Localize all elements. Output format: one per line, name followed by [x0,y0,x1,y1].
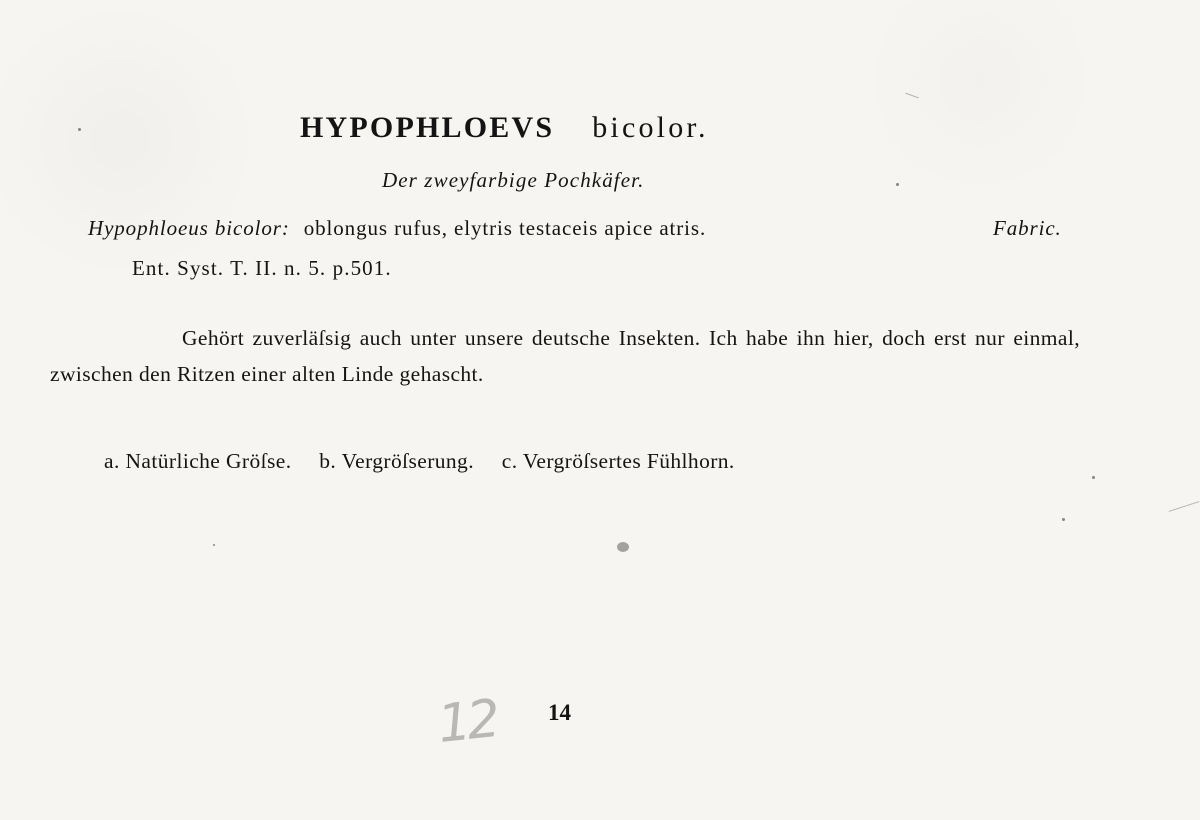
diagnosis-name: Hypophloeus bicolor: [88,216,290,240]
diagnosis-text: oblongus rufus, elytris testaceis apice atris. [303,216,707,240]
dust-speck [213,544,215,546]
dust-speck [896,183,899,186]
page-title [300,111,709,145]
paper-scratch [1169,501,1200,512]
title-genus: HYPOPHLOEVS [300,111,555,144]
caption-c: c. Vergröſsertes Fühlhorn. [501,449,735,473]
dust-speck [1092,476,1095,479]
description-paragraph: Gehört zuverläſsig auch unter unsere deutsche Insekten. Ich habe ihn hier, doch erst nur einmal, zwischen den Ritzen einer alten Linde gehascht. [50,326,1080,386]
dust-speck [78,128,81,131]
dust-speck [1062,518,1065,521]
bibliographic-reference: Ent. Syst. T. II. n. 5. p.501. [132,256,392,280]
figure-captions [104,449,757,474]
title-species: bicolor. [592,111,709,144]
ink-spot [617,542,629,552]
caption-a: a. Natürliche Gröſse. [104,449,292,473]
page-number: 14 [548,700,571,725]
diagnosis-author: Fabric. [993,216,1062,240]
paper-scratch [905,93,918,99]
latin-diagnosis [88,216,1088,241]
handwritten-page-note: 12 [435,689,500,755]
caption-b: b. Vergröſserung. [319,449,474,473]
common-name-subtitle: Der zweyfarbige Pochkäfer. [382,168,645,192]
